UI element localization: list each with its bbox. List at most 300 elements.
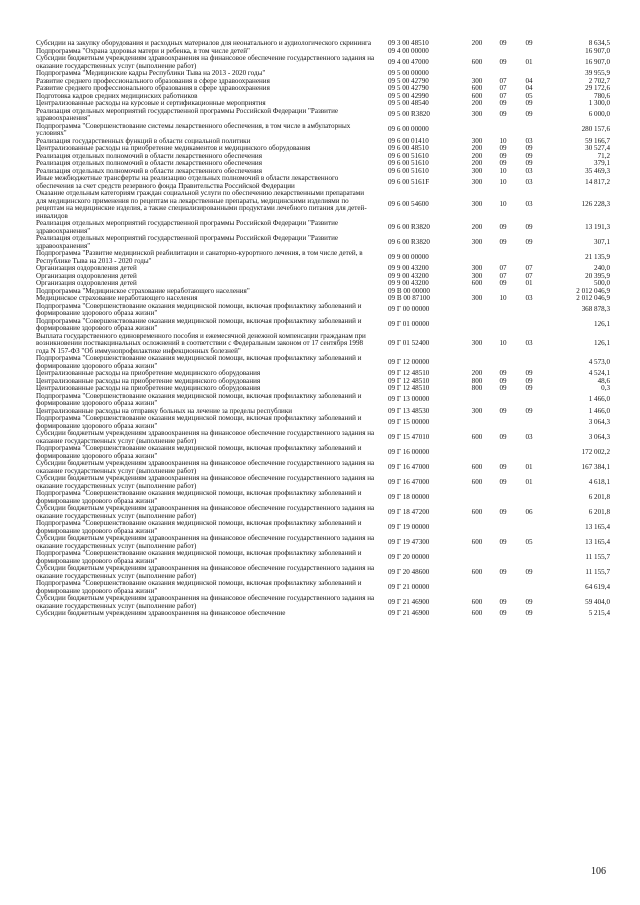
row-amount: 2 702,7 (588, 76, 610, 85)
row-amount: 126,1 (594, 320, 610, 329)
row-section (490, 123, 516, 138)
row-target-code: 09 Г 19 47300 (388, 537, 430, 546)
row-target-code: 09 Г 13 48530 (388, 406, 430, 415)
row-subsection: 03 (525, 432, 533, 441)
row-subsection (516, 520, 542, 535)
row-section: 09 (499, 597, 507, 606)
row-target-code: 09 6 00 5161F (388, 177, 430, 186)
row-section (490, 490, 516, 505)
row-target-code: 09 Г 15 47010 (388, 432, 430, 441)
row-amount: 16 907,0 (585, 46, 610, 55)
row-expense-type: 600 (471, 507, 483, 516)
row-amount: 6 201,8 (588, 492, 610, 501)
row-section: 09 (499, 384, 507, 392)
row-name: Субсидии бюджетным учреждениям здравоохранения на финансовое обеспечение государственного задания на оказание государственных услуг (выполнение работ) (36, 429, 375, 445)
table-row (36, 445, 610, 460)
row-target-code: 09 Г 12 00000 (388, 357, 430, 366)
row-name: Централизованные расходы на приобретение медицинского оборудования (36, 369, 261, 377)
row-expense-type: 300 (471, 200, 483, 209)
row-amount: 5 215,4 (588, 609, 610, 617)
table-row (36, 303, 610, 318)
table-row (36, 595, 610, 610)
row-section (490, 550, 516, 565)
row-expense-type: 300 (471, 76, 483, 85)
row-expense-type: 600 (471, 462, 483, 471)
row-target-code: 09 Г 12 48510 (388, 384, 430, 392)
row-expense-type (464, 250, 490, 265)
row-subsection: 03 (525, 200, 533, 209)
budget-table-body (36, 40, 610, 618)
table-row (36, 318, 610, 333)
row-subsection: 04 (525, 76, 533, 85)
row-expense-type: 600 (471, 432, 483, 441)
row-amount: 0,3 (601, 384, 610, 392)
row-target-code: 09 Г 00 00000 (388, 305, 430, 314)
row-subsection: 09 (525, 159, 533, 167)
row-name: Централизованные расходы на приобретение медицинского оборудования (36, 384, 261, 392)
row-subsection: 03 (525, 294, 533, 302)
row-expense-type: 600 (471, 57, 483, 66)
row-subsection: 01 (525, 57, 533, 66)
row-section: 09 (499, 369, 507, 377)
row-name: Субсидии на закупку оборудования и расходных материалов для неонатального и аудиологического скрининга (36, 39, 372, 47)
table-row (36, 565, 610, 580)
row-name: Субсидии бюджетным учреждениям здравоохранения на финансовое обеспечение государственного задания на оказание государственных услуг (выполнение работ) (36, 594, 375, 610)
row-expense-type: 600 (471, 567, 483, 576)
row-expense-type: 300 (471, 294, 483, 302)
row-amount: 4 618,1 (588, 477, 610, 486)
row-amount: 4 573,0 (588, 357, 610, 366)
row-expense-type: 200 (471, 151, 483, 160)
row-expense-type (464, 303, 490, 318)
row-section: 07 (499, 84, 507, 92)
row-amount: 71,2 (597, 151, 610, 160)
table-row (36, 175, 610, 190)
row-target-code: 09 4 00 00000 (388, 46, 429, 55)
row-name: Централизованные расходы на отправку больных на лечение за пределы республики (36, 406, 293, 415)
row-section: 07 (499, 76, 507, 85)
row-section: 07 (499, 91, 507, 100)
row-amount: 240,0 (594, 264, 610, 272)
row-name: Субсидии бюджетным учреждениям здравоохранения на финансовое обеспечение государственного задания на оказание государственных услуг (выполнение работ) (36, 54, 375, 70)
row-expense-type: 600 (471, 597, 483, 606)
row-amount: 126 228,3 (581, 200, 610, 209)
row-expense-type: 300 (471, 136, 483, 145)
row-subsection: 01 (525, 477, 533, 486)
row-target-code: 09 Г 12 48510 (388, 369, 430, 377)
row-target-code: 09 6 00 54600 (388, 200, 429, 209)
row-target-code: 09 Г 16 47000 (388, 462, 430, 471)
row-target-code: 09 6 00 R3820 (388, 222, 430, 231)
row-target-code: 09 9 00 43200 (388, 264, 429, 272)
row-target-code: 09 Г 01 00000 (388, 320, 430, 329)
row-expense-type (464, 393, 490, 408)
row-section: 09 (499, 376, 507, 385)
row-section (490, 303, 516, 318)
row-name: Субсидии бюджетным учреждениям здравоохранения на финансовое обеспечение государственного задания на оказание государственных услуг (выполнение работ) (36, 474, 375, 490)
row-section: 09 (499, 507, 507, 516)
table-row (36, 505, 610, 520)
row-name: Подпрограмма "Медицинские кадры Республики Тыва на 2013 - 2020 годы" (36, 69, 266, 77)
row-name: Подпрограмма "Совершенствование оказания медицинской помощи, включая профилактику заболеваний и формирование здорового образа жизни" (36, 444, 362, 460)
row-section: 07 (499, 271, 507, 280)
row-target-code: 09 Г 13 00000 (388, 395, 430, 404)
table-row (36, 123, 610, 138)
row-amount: 35 469,3 (585, 166, 610, 175)
table-row (36, 490, 610, 505)
row-section (490, 393, 516, 408)
table-row (36, 520, 610, 535)
row-amount: 780,6 (594, 91, 610, 100)
row-amount: 1 466,0 (588, 406, 610, 415)
table-row (36, 393, 610, 408)
row-subsection: 07 (525, 264, 533, 272)
row-subsection: 09 (525, 237, 533, 246)
row-expense-type: 600 (471, 537, 483, 546)
row-section (490, 445, 516, 460)
row-name: Подпрограмма "Совершенствование оказания медицинской помощи, включая профилактику заболеваний и формирование здорового образа жизни" (36, 519, 362, 535)
table-row (36, 550, 610, 565)
row-amount: 21 135,9 (585, 252, 610, 261)
row-name: Реализация отдельных мероприятий государственной программы Российской Федерации "Развитие здравоохранения" (36, 106, 339, 122)
row-name: Медицинское страхование неработающего населения (36, 294, 198, 302)
row-subsection: 09 (525, 369, 533, 377)
row-subsection: 09 (525, 567, 533, 576)
row-name: Реализация отдельных полномочий в области лекарственного обеспечения (36, 151, 262, 160)
row-subsection (516, 490, 542, 505)
row-target-code: 09 В 00 87100 (388, 294, 430, 302)
row-name: Подпрограмма "Совершенствование оказания медицинской помощи, включая профилактику заболеваний и формирование здорового образа жизни" (36, 549, 362, 565)
row-amount: 8 634,5 (588, 39, 610, 47)
row-name: Подпрограмма "Охрана здоровья матери и ребенка, в том числе детей" (36, 46, 250, 55)
row-amount: 379,1 (594, 159, 610, 167)
row-name: Централизованные расходы на приобретение медикаментов и медицинского оборудования (36, 144, 311, 152)
row-subsection (516, 123, 542, 138)
row-target-code: 09 Г 18 00000 (388, 492, 430, 501)
row-name: Подпрограмма "Совершенствование системы лекарственного обеспечения, в том числе в амбулаторных условиях" (36, 121, 351, 137)
row-subsection (516, 48, 542, 56)
row-section: 07 (499, 264, 507, 272)
row-subsection: 01 (525, 279, 533, 287)
row-subsection (516, 355, 542, 370)
table-row (36, 580, 610, 595)
row-subsection: 09 (525, 39, 533, 47)
row-name: Реализация отдельных мероприятий государственной программы Российской Федерации "Развитие здравоохранения" (36, 234, 339, 250)
row-subsection: 03 (525, 177, 533, 186)
row-subsection: 09 (525, 406, 533, 415)
row-amount: 368 878,3 (581, 305, 610, 314)
row-name: Подпрограмма "Совершенствование оказания медицинской помощи, включая профилактику заболеваний и формирование здорового образа жизни" (36, 391, 362, 407)
row-section: 09 (499, 237, 507, 246)
row-amount: 48,6 (597, 376, 610, 385)
row-expense-type: 800 (471, 376, 483, 385)
row-expense-type: 600 (471, 477, 483, 486)
row-target-code: 09 5 00 48540 (388, 99, 429, 107)
row-target-code: 09 6 00 51610 (388, 151, 429, 160)
row-section: 09 (499, 159, 507, 167)
row-target-code: 09 Г 18 47200 (388, 507, 430, 516)
row-subsection: 09 (525, 151, 533, 160)
row-section (490, 520, 516, 535)
row-amount: 30 527,4 (585, 144, 610, 152)
row-amount: 2 012 046,9 (576, 294, 610, 302)
row-section: 09 (499, 57, 507, 66)
row-name: Субсидии бюджетным учреждениям здравоохранения на финансовое обеспечение государственного задания на оказание государственных услуг (выполнение работ) (36, 459, 375, 475)
row-name: Организация оздоровления детей (36, 271, 137, 280)
row-expense-type (464, 580, 490, 595)
row-section: 09 (499, 222, 507, 231)
row-target-code: 09 3 00 48510 (388, 39, 429, 47)
row-name: Субсидии бюджетным учреждениям здравоохранения на финансовое обеспечение (36, 609, 286, 617)
row-name: Развитие среднего профессионального образования в сфере здравоохранения (36, 76, 270, 85)
row-expense-type: 200 (471, 144, 483, 152)
row-expense-type: 300 (471, 237, 483, 246)
row-subsection: 07 (525, 271, 533, 280)
row-target-code: 09 9 00 43200 (388, 271, 429, 280)
row-section: 09 (499, 432, 507, 441)
row-expense-type: 200 (471, 39, 483, 47)
row-expense-type: 200 (471, 222, 483, 231)
row-name: Централизованные расходы на приобретение медицинского оборудования (36, 376, 261, 385)
table-row (36, 430, 610, 445)
row-target-code: 09 6 00 51610 (388, 166, 429, 175)
row-amount: 172 002,2 (581, 447, 610, 456)
table-row (36, 190, 610, 220)
row-section: 10 (499, 339, 507, 347)
row-target-code: 09 Г 01 52400 (388, 339, 430, 347)
row-subsection (516, 415, 542, 430)
row-target-code: 09 Г 16 00000 (388, 447, 430, 456)
row-expense-type: 300 (471, 110, 483, 119)
row-amount: 13 191,3 (585, 222, 610, 231)
row-name: Подпрограмма "Развитие медицинской реабилитации и санаторно-курортного лечения, в том числе детей, в Республике Тыва на 2013 - 2020 годы" (36, 249, 363, 265)
row-name: Подготовка кадров средних медицинских работников (36, 91, 198, 100)
row-amount: 59 404,0 (585, 597, 610, 606)
row-name: Иные межбюджетные трансферты на реализацию отдельных полномочий в области лекарственного обеспечения за счет средств резервного фонда Правительства Российской Федерации (36, 174, 339, 190)
row-expense-type: 300 (471, 177, 483, 186)
row-target-code: 09 Г 21 00000 (388, 582, 430, 591)
table-row (36, 235, 610, 250)
row-expense-type: 200 (471, 99, 483, 107)
row-name: Подпрограмма "Совершенствование оказания медицинской помощи, включая профилактику заболеваний и формирование здорового образа жизни" (36, 579, 362, 595)
row-amount: 280 157,6 (581, 125, 610, 134)
row-subsection: 06 (525, 507, 533, 516)
row-subsection: 09 (525, 384, 533, 392)
row-target-code: 09 Г 15 00000 (388, 417, 430, 426)
row-section: 09 (499, 279, 507, 287)
row-amount: 13 165,4 (585, 522, 610, 531)
table-row (36, 475, 610, 490)
row-section: 09 (499, 39, 507, 47)
row-name: Субсидии бюджетным учреждениям здравоохранения на финансовое обеспечение государственного задания на оказание государственных услуг (выполнение работ) (36, 564, 375, 580)
row-section (490, 48, 516, 56)
row-name: Подпрограмма "Совершенствование оказания медицинской помощи, включая профилактику заболеваний и формирование здорового образа жизни" (36, 301, 362, 317)
row-target-code: 09 5 00 00000 (388, 69, 429, 77)
row-subsection: 01 (525, 462, 533, 471)
row-target-code: 09 5 00 R3820 (388, 110, 430, 119)
row-name: Реализация отдельных полномочий в области лекарственного обеспечения (36, 166, 262, 175)
row-subsection (516, 580, 542, 595)
row-name: Развитие среднего профессионального образования в сфере здравоохранения (36, 84, 270, 92)
row-expense-type: 200 (471, 159, 483, 167)
row-subsection (516, 550, 542, 565)
row-subsection (516, 303, 542, 318)
row-subsection: 03 (525, 166, 533, 175)
row-target-code: 09 Г 12 48510 (388, 376, 430, 385)
row-amount: 3 064,3 (588, 417, 610, 426)
row-target-code: 09 5 00 42990 (388, 91, 429, 100)
row-target-code: 09 6 00 00000 (388, 125, 429, 134)
row-name: Реализация государственных функций в области социальной политики (36, 136, 251, 145)
row-section: 09 (499, 406, 507, 415)
row-section: 09 (499, 151, 507, 160)
row-amount: 4 524,1 (588, 369, 610, 377)
table-row (36, 108, 610, 123)
row-target-code: 09 Г 21 46900 (388, 609, 430, 617)
row-target-code: 09 4 00 47000 (388, 57, 429, 66)
row-expense-type (464, 415, 490, 430)
row-amount: 29 172,6 (585, 84, 610, 92)
row-section: 09 (499, 144, 507, 152)
row-amount: 6 000,0 (588, 110, 610, 119)
row-target-code: 09 5 00 42790 (388, 76, 429, 85)
row-amount: 11 155,7 (585, 567, 610, 576)
row-expense-type (464, 355, 490, 370)
row-target-code: 09 Г 21 46900 (388, 597, 430, 606)
table-row (36, 460, 610, 475)
row-name: Организация оздоровления детей (36, 279, 137, 287)
row-expense-type: 600 (471, 84, 483, 92)
row-section (490, 580, 516, 595)
table-row (36, 355, 610, 370)
row-expense-type (464, 445, 490, 460)
row-name: Подпрограмма "Медицинское страхование неработающего населения" (36, 286, 250, 295)
row-section: 09 (499, 537, 507, 546)
row-amount: 13 165,4 (585, 537, 610, 546)
row-expense-type: 800 (471, 384, 483, 392)
row-section: 10 (499, 294, 507, 302)
row-target-code: 09 6 00 51610 (388, 159, 429, 167)
row-expense-type: 200 (471, 369, 483, 377)
row-amount: 16 907,0 (585, 57, 610, 66)
row-subsection: 09 (525, 376, 533, 385)
row-expense-type: 600 (471, 609, 483, 617)
row-subsection (516, 445, 542, 460)
row-name: Подпрограмма "Совершенствование оказания медицинской помощи, включая профилактику заболеваний и формирование здорового образа жизни" (36, 354, 362, 370)
row-target-code: 09 9 00 43200 (388, 279, 429, 287)
row-amount: 1 300,0 (588, 99, 610, 107)
row-name: Подпрограмма "Совершенствование оказания медицинской помощи, включая профилактику заболеваний и формирование здорового образа жизни" (36, 489, 362, 505)
table-row (36, 250, 610, 265)
table-row (36, 333, 610, 356)
row-name: Централизованные расходы на курсовые и сертификационные мероприятия (36, 99, 266, 107)
row-amount: 6 201,8 (588, 507, 610, 516)
row-name: Реализация отдельных мероприятий государственной программы Российской Федерации "Развитие здравоохранения" (36, 219, 339, 235)
row-name: Подпрограмма "Совершенствование оказания медицинской помощи, включая профилактику заболеваний и формирование здорового образа жизни" (36, 414, 362, 430)
row-name: Реализация отдельных полномочий в области лекарственного обеспечения (36, 159, 262, 167)
row-target-code: 09 6 00 01410 (388, 136, 429, 145)
row-target-code: 09 6 00 R3820 (388, 237, 430, 246)
row-expense-type (464, 550, 490, 565)
row-expense-type (464, 490, 490, 505)
row-expense-type: 300 (471, 406, 483, 415)
row-expense-type: 300 (471, 271, 483, 280)
row-section: 09 (499, 609, 507, 617)
row-subsection: 04 (525, 84, 533, 92)
row-target-code: 09 Г 20 48600 (388, 567, 430, 576)
row-amount: 500,0 (594, 279, 610, 287)
table-row (36, 535, 610, 550)
row-section: 10 (499, 177, 507, 186)
row-expense-type: 300 (471, 166, 483, 175)
row-name: Субсидии бюджетным учреждениям здравоохранения на финансовое обеспечение государственного задания на оказание государственных услуг (выполнение работ) (36, 534, 375, 550)
row-amount: 59 166,7 (585, 136, 610, 145)
row-section: 09 (499, 99, 507, 107)
row-section: 10 (499, 200, 507, 209)
row-subsection: 05 (525, 91, 533, 100)
page-number: 106 (591, 866, 606, 877)
table-row (36, 610, 610, 618)
row-subsection: 09 (525, 222, 533, 231)
row-target-code: 09 Г 19 00000 (388, 522, 430, 531)
row-target-code: 09 В 00 00000 (388, 286, 430, 295)
row-section: 09 (499, 477, 507, 486)
row-target-code: 09 Г 16 47000 (388, 477, 430, 486)
row-section (490, 355, 516, 370)
row-target-code: 09 5 00 42790 (388, 84, 429, 92)
row-subsection: 09 (525, 99, 533, 107)
row-name: Выплата государственного единовременного пособия и ежемесячной денежной компенсации гражданам при возникновении поствакцинальных осложнений в соответствии с Федеральным законом от 17 сентября 1998 года N 157-ФЗ "Об иммунопрофилактике инфекционных болезней" (36, 331, 366, 355)
row-amount: 307,1 (594, 237, 610, 246)
row-amount: 167 384,1 (581, 462, 610, 471)
row-amount: 39 955,9 (585, 69, 610, 77)
row-name: Субсидии бюджетным учреждениям здравоохранения на финансовое обеспечение государственного задания на оказание государственных услуг (выполнение работ) (36, 504, 375, 520)
row-section: 09 (499, 110, 507, 119)
row-expense-type (464, 123, 490, 138)
row-expense-type: 300 (471, 264, 483, 272)
row-amount: 1 466,0 (588, 395, 610, 404)
row-amount: 11 155,7 (585, 552, 610, 561)
row-section (490, 318, 516, 333)
row-section (490, 250, 516, 265)
table-row (36, 55, 610, 70)
row-subsection: 09 (525, 144, 533, 152)
row-subsection: 09 (525, 110, 533, 119)
table-row (36, 220, 610, 235)
row-subsection: 09 (525, 597, 533, 606)
row-amount: 14 817,2 (585, 177, 610, 186)
row-subsection: 03 (525, 339, 533, 347)
row-target-code: 09 9 00 00000 (388, 252, 429, 261)
row-section: 09 (499, 462, 507, 471)
row-amount: 2 012 046,9 (576, 286, 610, 295)
row-amount: 3 064,3 (588, 432, 610, 441)
row-amount: 64 619,4 (585, 582, 610, 591)
row-expense-type: 300 (471, 339, 483, 347)
row-subsection: 03 (525, 136, 533, 145)
row-expense-type: 600 (471, 279, 483, 287)
table-row (36, 415, 610, 430)
row-section: 09 (499, 567, 507, 576)
document-page (36, 39, 610, 618)
row-name: Организация оздоровления детей (36, 264, 137, 272)
row-section: 10 (499, 136, 507, 145)
row-expense-type (464, 318, 490, 333)
row-subsection (516, 250, 542, 265)
row-subsection: 05 (525, 537, 533, 546)
row-name: Подпрограмма "Совершенствование оказания медицинской помощи, включая профилактику заболеваний и формирование здорового образа жизни" (36, 316, 362, 332)
row-expense-type (464, 48, 490, 56)
